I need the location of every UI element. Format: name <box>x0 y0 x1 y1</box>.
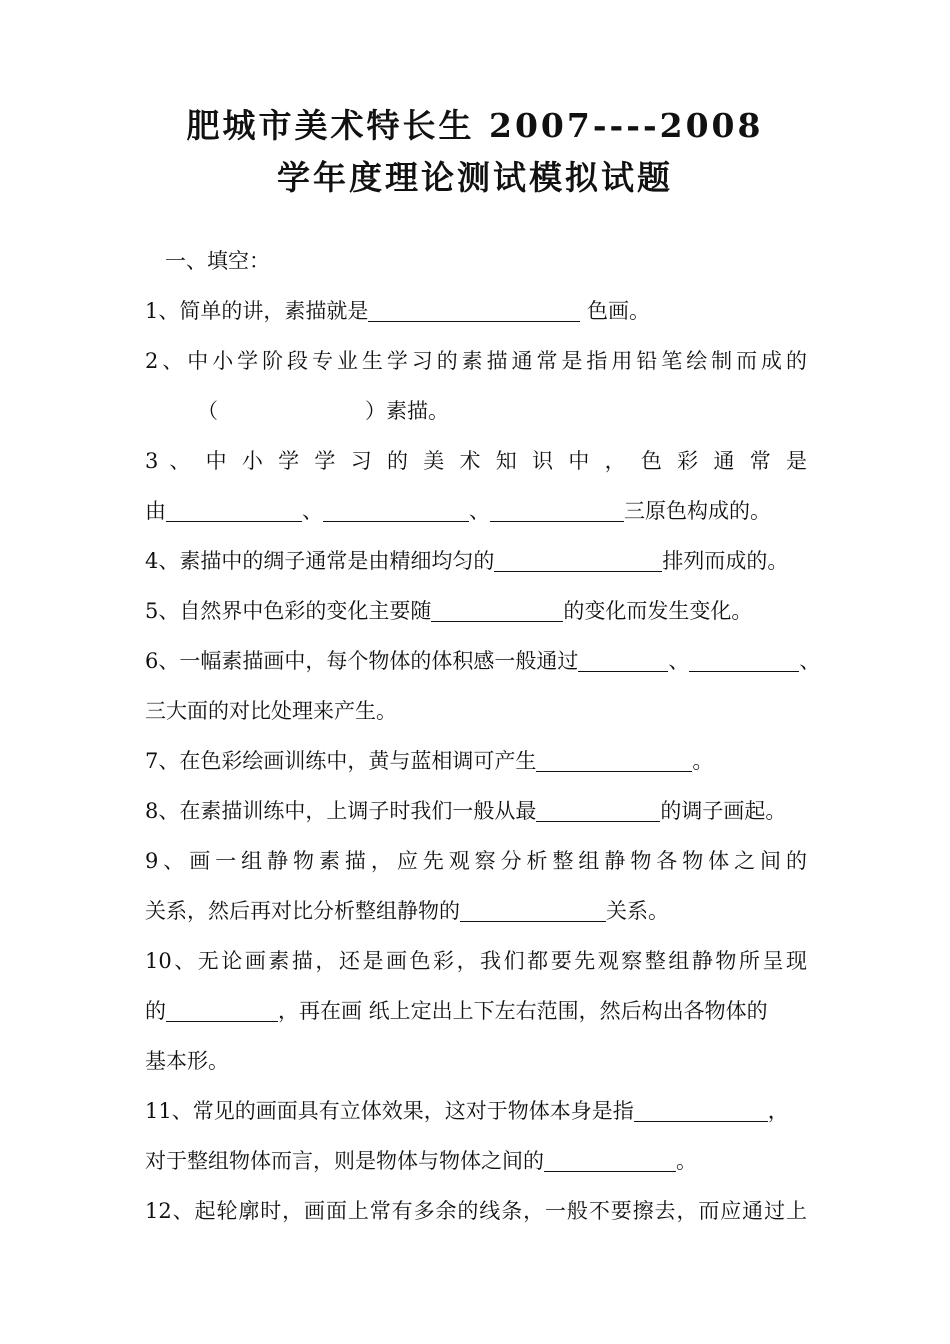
question-4: 4、素描中的绸子通常是由精细均匀的 排列而成的。 <box>145 549 789 573</box>
answer-blank <box>578 649 668 672</box>
question-5: 5、自然界中色彩的变化主要随 的变化而发生变化。 <box>145 599 753 623</box>
question-7: 7、在色彩绘画训练中，黄与蓝相调可产生 。 <box>145 749 714 773</box>
question-1: 1、简单的讲，素描就是 色画。 <box>145 299 651 323</box>
question-6: 6、一幅素描画中，每个物体的体积感一般通过 、 、 <box>145 649 821 673</box>
question-11-continued: 对于整组物体而言，则是物体与物体之间的 。 <box>145 1149 697 1173</box>
question-12: 12、起轮廓时，画面上常有多余的线条，一般不要擦去，而应通过上 <box>145 1199 807 1223</box>
question-9: 9、画一组静物素描，应先观察分析整组静物各物体之间的 <box>145 849 807 873</box>
question-11: 11、常见的画面具有立体效果，这对于物体本身是指 ， <box>145 1099 789 1123</box>
section-heading: 一、填空： <box>165 249 270 273</box>
question-10-end: 基本形。 <box>145 1049 229 1073</box>
question-6-continued: 三大面的对比处理来产生。 <box>145 699 397 723</box>
answer-blank <box>494 549 662 572</box>
answer-blank <box>634 1099 768 1122</box>
answer-blank <box>689 649 799 672</box>
question-8: 8、在素描训练中，上调子时我们一般从最 的调子画起。 <box>145 799 787 823</box>
title-line-1: 肥城市美术特长生 2007----2008 <box>186 106 764 145</box>
question-10: 10、无论画素描，还是画色彩，我们都要先观察整组静物所呈现 <box>145 949 807 973</box>
answer-blank <box>368 299 580 322</box>
title-line-2: 学年度理论测试模拟试题 <box>277 158 673 197</box>
answer-blank <box>460 899 606 922</box>
answer-blank <box>490 499 624 522</box>
answer-blank <box>536 799 660 822</box>
answer-blank <box>166 499 302 522</box>
question-10-continued: 的 ，再在画 纸上定出上下左右范围，然后构出各物体的 <box>145 999 768 1023</box>
question-9-continued: 关系，然后再对比分析整组静物的 关系。 <box>145 899 669 923</box>
question-3: 3 、 中 小 学 学 习 的 美 术 知 识 中 ， 色 彩 通 常 是 <box>145 449 807 473</box>
answer-blank <box>544 1149 676 1172</box>
question-2-continued: （ ）素描。 <box>197 399 449 423</box>
answer-blank <box>166 999 278 1022</box>
question-2: 2、中小学阶段专业生学习的素描通常是指用铅笔绘制而成的 <box>145 349 807 373</box>
answer-blank <box>323 499 469 522</box>
answer-blank <box>431 599 563 622</box>
answer-blank <box>536 749 692 772</box>
question-3-continued: 由 、 、 三原色构成的。 <box>145 499 771 523</box>
